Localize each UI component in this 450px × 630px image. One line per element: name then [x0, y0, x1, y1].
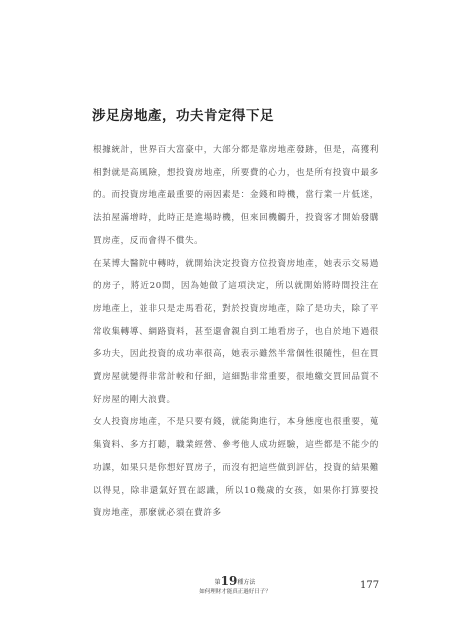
- footer-series-prefix: 第: [214, 579, 221, 586]
- paragraph: 在某博大醫院中轉時，就開始決定投資方位投資房地產，她表示交易過的房子，將近20間，因為她做了這項決定，所以就開始將時間投注在房地產上，並非只是走馬看花，對於投資房地產，除了是功夫，除了平常收集轉導、網路資料，甚至還會親自到工地看房子，也自於地下過很多功夫，因此投資的成功率很高，她表示雖然半常個性很隨性，但在買賣房屋就變得非常計較和仔細，這細點非常重要，很地繳交買回品質不好房屋的剛大浪費。: [93, 258, 379, 405]
- footer-running-title: [185, 576, 285, 597]
- footer-series-number: 19: [220, 574, 238, 588]
- page-footer: [0, 574, 450, 614]
- footer-series: [185, 576, 285, 588]
- footer-subtitle: 如何理財才能真正過好日子？: [199, 589, 271, 595]
- paragraph: 根據統計，世界百大富豪中，大部分都是靠房地產發跡，但是，高獲利相對就是高風險，想投資房地產，所要費的心力，也是所有投資中最多的。而投資房地產最重要的兩因素是：金錢和時機，當行業一片低迷，法拍屋滿增時，此時正是進場時機，但來回機觸升，投資客才開始發購買房產，反而會得不償失。: [93, 145, 379, 246]
- section-title: 涉足房地產，功夫肯定得下足: [92, 108, 274, 124]
- page-number: 177: [360, 580, 380, 591]
- body-text: [93, 139, 379, 525]
- footer-series-suffix: 種方法: [237, 579, 256, 586]
- paragraph: 女人投資房地產，不是只要有錢，就能夠進行，本身態度也很重要，蒐集資料、多方打聽，職業經營、參考他人成功經驗，這些都是不能少的功課，如果只是你想好買房子，而沒有把這些做到評估，投資的結果難以得見，除非還氣好買在認識，所以10幾歲的女孩，如果你打算要投資房地產，那麼就必須在費許多: [93, 417, 379, 519]
